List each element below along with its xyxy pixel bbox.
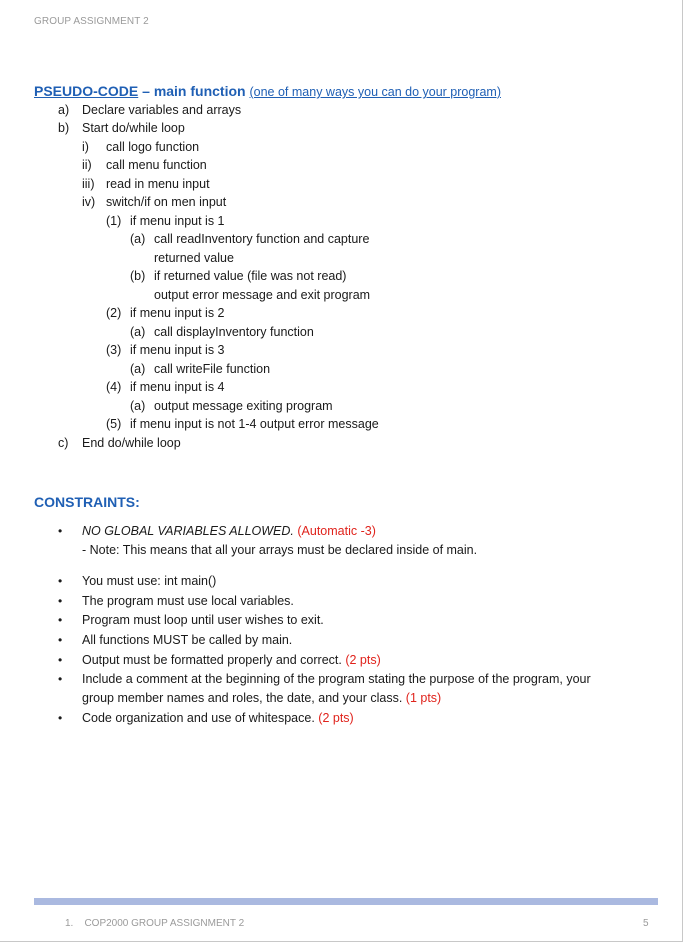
main-function-label: main function (153, 83, 246, 99)
constraint-item (82, 711, 354, 726)
bullet-icon: • (58, 613, 63, 627)
pseudocode-note: (one of many ways you can do your program) (249, 85, 501, 99)
constraint-text: NO GLOBAL VARIABLES ALLOWED. (82, 524, 294, 538)
list-marker: c) (58, 436, 69, 450)
bullet-icon: • (58, 594, 63, 608)
list-marker: (1) (106, 214, 122, 228)
list-marker: b) (58, 121, 70, 135)
points-label: (2 pts) (318, 711, 354, 725)
list-item: returned value (154, 251, 234, 265)
constraint-item: The program must use local variables. (82, 594, 294, 608)
footer-title: 1. COP2000 GROUP ASSIGNMENT 2 (65, 918, 245, 929)
list-item: call readInventory function and capture (154, 232, 370, 246)
list-item: if menu input is 2 (130, 306, 225, 320)
pseudocode-label: PSEUDO-CODE (34, 83, 139, 99)
list-marker: (a) (130, 362, 146, 376)
list-marker: (a) (130, 399, 146, 413)
list-marker: iii) (82, 177, 95, 191)
list-marker: (4) (106, 380, 122, 394)
list-marker: (3) (106, 343, 122, 357)
list-item: switch/if on men input (106, 195, 227, 209)
list-marker: (5) (106, 417, 122, 431)
page-number: 5 (643, 918, 649, 929)
constraint-note: - Note: This means that all your arrays must be declared inside of main. (82, 543, 478, 557)
list-item: Start do/while loop (82, 121, 185, 135)
constraint-item-continued (82, 691, 441, 706)
title-dash: – (138, 83, 154, 99)
pseudocode-title (34, 83, 501, 99)
constraint-item (82, 524, 376, 539)
list-marker: (a) (130, 232, 146, 246)
list-marker: (b) (130, 269, 146, 283)
constraint-text: group member names and roles, the date, and your class. (82, 691, 403, 705)
constraint-text: Output must be formatted properly and correct. (82, 653, 342, 667)
constraint-item: Program must loop until user wishes to exit. (82, 613, 324, 627)
list-item: if returned value (file was not read) (154, 269, 347, 283)
list-item: call writeFile function (154, 362, 271, 376)
list-item: if menu input is 1 (130, 214, 225, 228)
constraint-item: All functions MUST be called by main. (82, 633, 293, 647)
list-item: if menu input is 3 (130, 343, 225, 357)
constraint-item (82, 653, 381, 668)
list-marker: i) (82, 140, 89, 154)
constraint-item: Include a comment at the beginning of the program stating the purpose of the program, your (82, 672, 591, 686)
list-item: Declare variables and arrays (82, 103, 242, 117)
list-item: call logo function (106, 140, 200, 154)
page-header: GROUP ASSIGNMENT 2 (34, 16, 149, 27)
list-marker: iv) (82, 195, 96, 209)
bullet-icon: • (58, 574, 63, 588)
constraint-text: Code organization and use of whitespace. (82, 711, 315, 725)
bullet-icon: • (58, 633, 63, 647)
list-item: read in menu input (106, 177, 210, 191)
bullet-icon: • (58, 711, 63, 725)
list-item: call menu function (106, 158, 207, 172)
footer-divider (34, 898, 658, 905)
points-label: (1 pts) (405, 691, 442, 705)
list-marker: (2) (106, 306, 122, 320)
constraint-item: You must use: int main() (82, 574, 217, 588)
list-marker: (a) (130, 325, 146, 339)
list-item: if menu input is not 1-4 output error message (130, 417, 379, 431)
constraints-heading: CONSTRAINTS: (34, 494, 140, 510)
bullet-icon: • (58, 653, 63, 667)
bullet-icon: • (58, 672, 63, 686)
penalty-label: (Automatic -3) (297, 524, 376, 538)
list-item: output message exiting program (154, 399, 333, 413)
list-item: End do/while loop (82, 436, 181, 450)
list-item: output error message and exit program (154, 288, 371, 302)
points-label: (2 pts) (345, 653, 381, 667)
list-item: call displayInventory function (154, 325, 314, 339)
list-item: if menu input is 4 (130, 380, 225, 394)
list-marker: a) (58, 103, 70, 117)
list-marker: ii) (82, 158, 92, 172)
bullet-icon: • (58, 524, 63, 538)
